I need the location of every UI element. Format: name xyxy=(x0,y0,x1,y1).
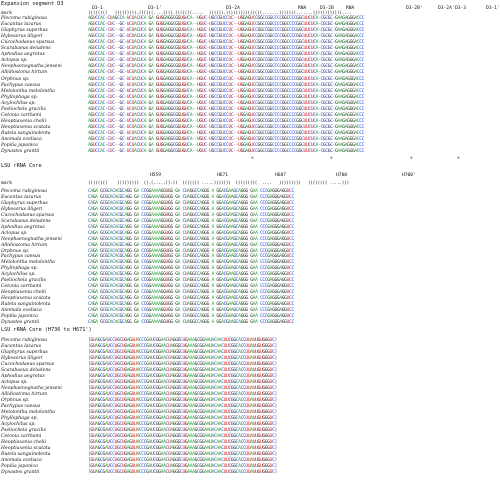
sequence: [GUAGCGAUCCUGCUGAGUUACCCGAUCGGAACUAGGGCUGAAAGCGGAAUACAACUUCGGCACCUUAUUGUGGGUC] xyxy=(88,368,277,373)
taxon-name: Phyllophaga sp. xyxy=(1,94,38,100)
alignment-row xyxy=(0,320,500,326)
sequence: CAGA GCGCACACGCAGG GA CCGGAAAAGGUGG GA CUAGGCCAGGG A GGACGAAGCAGGG GAA CCCGAGGGAGGUCC xyxy=(88,200,294,206)
sequence: CAGA GCGCACACGCAGG GA CCGGAAAAGGUGG GA CUAGGCCAGGG A GGACGAAGCAGGG GAA CCCGAGGGAGGUCC xyxy=(88,290,294,296)
sequence: CAGA GCGCACACGCAGG GA CCGGAAAAGGUGG GA CUAGGCCAGGG A GGACGAAGCAGGG GAA CCCGAGGGAGGUCC xyxy=(88,284,294,290)
sequence: [GUAGCGAUCCUGCUGAGUUACCCGAUCGGAACUAGGGCUGAAAGCGGAAUACAACUUCGGCACCUUAUUGUGGGUC] xyxy=(88,404,277,409)
region-label: D3-2B xyxy=(320,6,334,11)
region-label: RNA xyxy=(346,6,355,11)
sequence: AGUCCAC-CUC--GC-UCUACUCA GA GUGGAGGCGGUGUCA--UGUC-UGCCGUCCUC--UGGAGUCCGGCCGGCCCCGGCCCCGGCUUCUCA-CGCGC-GAAGAGGGACCC xyxy=(88,46,365,52)
taxon-name: Hybosorus illigeri xyxy=(1,356,43,361)
taxon-name: Dynastes grantii xyxy=(1,470,40,475)
sequence: CAGA GCGCACACGCAGG GA CCGGAAAAGGUGG GA CUAGGCCAGGG A GGACGAAGCAGGG GAA CCCGAGGGAGGUCC xyxy=(88,206,294,212)
sequence: [GUAGCGAUCCUGCUGAGUUACCCGAUCGGAACUAGGGCUGAAAGCGGAAUACAACUUCGGCACCUUAUUGUGGGUC] xyxy=(88,428,277,433)
taxon-name: Rutela sanguinolenta xyxy=(1,302,51,308)
taxon-name: Allidiostoma hirtum xyxy=(1,242,48,248)
sequence: [GUAGCGAUCCUGCUGAGUUACCCGAUCGGAACUAGGGCUGAAAGCGGAAUACAACUUCGGCACCUUAUUGUGGGUC] xyxy=(88,452,277,457)
taxon-name: Eucantus lazarus xyxy=(1,22,42,28)
taxon-name: Aclopus sp. xyxy=(1,58,28,64)
sequence: AGUCCAC-CUC--GC-UCUACUCA GA GUGGAGGCGGUGUCA--UGUC-UGCCGUCCUC--UGGAGUCCGGCCGGCCCCGGCCCCGGCUUCUCA-CGCGC-GAAGAGGGACCC xyxy=(88,88,365,94)
sequence: AGUCCAC-CUC--GC-UCUACUCA GA GUGGAGGCGGUGUCA--UGUC-UGCCGUCCUC--UGGAGUCCGGCCGGCCCCGGCCCCGGCUUCUCA-CGCGC-GAAGAGGGACCC xyxy=(88,100,365,106)
taxon-name: Heoptiaxenia scutata xyxy=(1,124,51,130)
sequence: CAGA GCGCACACGCAGG GA CCGGAAAAGGUGG GA CUAGGCCAGGG A GGACGAAGCAGGG GAA CCCGAGGGAGGUCC xyxy=(88,319,294,325)
mark-label: mark xyxy=(1,181,13,186)
taxon-name: Pseliochela gracilis xyxy=(1,106,46,112)
taxon-name: Phyllophaga sp. xyxy=(1,266,38,272)
taxon-name: Glaphyrus superbus xyxy=(1,200,48,206)
taxon-name: Plecoma rubiginosa xyxy=(1,189,47,194)
taxon-name: Cucochodaeus sparsus xyxy=(1,212,55,218)
footnote-mark: x xyxy=(251,156,254,162)
taxon-name: Scarabaeus deludens xyxy=(1,368,51,373)
sequence: CAGA GCGCACACGCAGG GA CCGGAAAAGGUGG GA CUAGGCCAGGG A GGACGAAGCAGGG GAA CCCGAGGGAGGUCC xyxy=(88,212,294,218)
sequence: [GUAGCGAUCCUGCUGAGUUACCCGAUCGGAACUAGGGCUGAAAGCGGAAUACAACUUCGGCACCUUAUUGUGGGUC] xyxy=(88,464,277,469)
taxon-name: Hybosorus illigeri xyxy=(1,206,43,212)
region-label: D3-2B' xyxy=(406,6,423,11)
taxon-name: Rutela sanguinolenta xyxy=(1,130,51,136)
taxon-name: Cetonia carthami xyxy=(1,434,42,439)
sequence: AGUCCAC-CUC--GC-UCUACUCA GA GUGGAGGCGGUGUCA--UGUC-UGCCGUCCUC--UGGAGUCCGGCCGGCCCCGGCCCCGGCUUCUCA-CGCGC-GAAGAGGGACCC xyxy=(88,149,365,155)
taxon-name: Neophaenognatha jenseni xyxy=(1,64,62,70)
sequence: [GUAGCGAUCCUGCUGAGUUACCCGAUCGGAACUAGGGCUGAAAGCGGAAUACAACUUCGGCACCUUAUUGUGGGUC] xyxy=(88,434,277,439)
taxon-name: Scarabaeus deludens xyxy=(1,218,51,224)
taxon-name: Heoptiaxenia scutata xyxy=(1,296,51,302)
sequence: AGUCCAC-CUC--GC-UCUACUCA GA GUGGAGGCGGUGUCA--UGUC-UGCCGUCCUC--UGGAGUCCGGCCGGCCCCGGCCCCGGCUUCUCA-CGCGC-GAAGAGGGACCC xyxy=(88,76,365,82)
taxon-name: Neophaenognatha jenseni xyxy=(1,386,62,391)
sequence: AGUCCAC-CUC--GC-UCUACUCA GA GUGGAGGCGGUGUCA--UGUC-UGCCGUCCUC--UGGAGUCCGGCCGGCCCCGGCCCCGGCUUCUCA-CGCGC-GAAGAGGGACCC xyxy=(88,118,365,124)
sequence: CAGA GCGCACACGCAGG GA CCGGAAAAGGUGG GA CUAGGCCAGGG A GGACGAAGCAGGG GAA CCCGAGGGAGGUCC xyxy=(88,230,294,236)
sequence: [GUAGCGAUCCUGCUGAGUUACCCGAUCGGAACUAGGGCUGAAAGCGGAAUACAACUUCGGCACCUUAUUGUGGGUC] xyxy=(88,380,277,385)
sequence: [GUAGCGAUCCUGCUGAGUUACCCGAUCGGAACUAGGGCUGAAAGCGGAAUACAACUUCGGCACCUUAUUGUGGGUC] xyxy=(88,386,277,391)
sequence: [GUAGCGAUCCUGCUGAGUUACCCGAUCGGAACUAGGGCUGAAAGCGGAAUACAACUUCGGCACCUUAUUGUGGGUC] xyxy=(88,398,277,403)
mark-label: mark xyxy=(1,11,13,16)
taxon-name: Scarabaeus deludens xyxy=(1,46,51,52)
sequence: AGUCCAC-CUC--GC-UCUACUCA GA GUGGAGGCGGUGUCA--UGUC-UGCCGUCCUC--UGGAGUCCGGCCGGCCCCGGCCCCGGCUUCUCA-CGCGC-GAAGAGGGACCC xyxy=(88,143,365,149)
taxon-name: Anomala oceliaca xyxy=(1,137,42,142)
sequence: AGUCCAC-CUC--GC-UCUACUCA GA GUGGAGGCGGUGUCA--UGUC-UGCCGUCCUC--UGGAGUCCGGCCGGCCCCGGCCCCGGCUUCUCA-CGCGC-GAAGAGGGACCC xyxy=(88,28,365,34)
panel-title: LSU rRNA Core xyxy=(1,163,42,169)
sequence: AGUCCAC-CUC--GC-UCUACUCA GA GUGGAGGCGGUGUCA--UGUC-UGCCGUCCUC--UGGAGUCCGGCCGGCCCCGGCCCCGGCUUCUCA-CGCGC-GAAGAGGGACCC xyxy=(88,124,365,130)
sequence: AGUCCAC-CUC--GC-UCUACUCA GA GUGGAGGCGGUGUCA--UGUC-UGCCGUCCUC--UGGAGUCCGGCCGGCCCCGGCCCCGGCUUCUCA-CGCGC-GAAGAGGGACCC xyxy=(88,82,365,88)
taxon-name: Cetonia carthami xyxy=(1,112,42,118)
sequence: AGUCCAC-CUC--GC-UCUACUCA GA GUGGAGGCGGUGUCA--UGUC-UGCCGUCCUC--UGGAGUCCGGCCGGCCCCGGCCCCGGCUUCUCA-CGCGC-GAAGAGGGACCC xyxy=(88,52,365,58)
taxon-name: Orphnus sp. xyxy=(1,398,30,403)
taxon-name: Aphodius aegrotus xyxy=(1,224,45,230)
sequence: [GUAGCGAUCCUGCUGAGUUACCCGAUCGGAACUAGGGCUGAAAGCGGAAUACAACUUCGGCACCUUAUUGUGGGUC] xyxy=(88,470,277,475)
taxon-name: Melolontha melolontha xyxy=(1,260,55,266)
sequence: AGUCCAC-CUC--GC-UCUACUCA GA GUGGAGGCGGUGUCA--UGUC-UGCCGUCCUC--UGGAGUCCGGCCGGCCCCGGCCCCGGCUUCUCA-CGCGC-GAAGAGGGACCC xyxy=(88,64,365,70)
secondary-structure-mark: (((((((( ))))))))).((((((....((((.(((((((..... )))))).)))))))))((((((.......))))))).......)))))))))))).... xyxy=(88,11,352,16)
taxon-name: Aclopus sp. xyxy=(1,230,28,236)
taxon-name: Cucochodaeus sparsus xyxy=(1,40,55,46)
sequence: CAGA GCGCACACGCAGG GA CCGGAAAAGGUGG GA CUAGGCCAGGG A GGACGAAGCAGGG GAA CCCGAGGGAGGUCC xyxy=(88,296,294,302)
taxon-name: Pachypus caesus xyxy=(1,404,41,409)
sequence: [GUAGCGAUCCUGCUGAGUUACCCGAUCGGAACUAGGGCUGAAAGCGGAAUACAACUUCGGCACCUUAUUGUGGGUC] xyxy=(88,362,277,367)
region-label: H700 xyxy=(336,173,348,178)
region-label: D3-3 xyxy=(455,6,467,11)
taxon-name: Melolontha melolontha xyxy=(1,88,55,94)
taxon-name: Popilia japonica xyxy=(1,464,38,469)
taxon-name: Pachypus caesus xyxy=(1,254,41,260)
taxon-name: Neophaenognatha jenseni xyxy=(1,236,62,242)
sequence: AGUCCAC-CUC--GC-UCUACUCA GA GUGGAGGCGGUGUCA--UGUC-UGCCGUCCUC--UGGAGUCCGGCCGGCCCCGGCCCCGGCUUCUCA-CGCGC-GAAGAGGGACCC xyxy=(88,58,365,64)
taxon-name: Aphodius aegrotus xyxy=(1,52,45,58)
sequence: [GUAGCGAUCCUGCUGAGUUACCCGAUCGGAACUAGGGCUGAAAGCGGAAUACAACUUCGGCACCUUAUUGUGGGUC] xyxy=(88,422,277,427)
sequence: [GUAGCGAUCCUGCUGAGUUACCCGAUCGGAACUAGGGCUGAAAGCGGAAUACAACUUCGGCACCUUAUUGUGGGUC] xyxy=(88,416,277,421)
footnote-mark: x xyxy=(410,156,413,162)
taxon-name: Eucantus lazarus xyxy=(1,344,42,349)
taxon-name: Melolontha melolontha xyxy=(1,410,55,415)
taxon-name: Acylochilus sp. xyxy=(1,272,36,278)
sequence: [GUAGCGAUCCUGCUGAGUUACCCGAUCGGAACUAGGGCUGAAAGCGGAAUACAACUUCGGCACCUUAUUGUGGGUC] xyxy=(88,374,277,379)
taxon-name: Phyllophaga sp. xyxy=(1,416,38,421)
taxon-name: Allidiostoma hirtum xyxy=(1,70,48,76)
taxon-name: Glaphyrus superbus xyxy=(1,350,48,355)
taxon-name: Popilia japonica xyxy=(1,143,38,149)
sequence: AGUCCAC-CUC--GC-UCUACUCA GA GUGGAGGCGGUGUCA--UGUC-UGCCGUCCUC--UGGAGUCCGGCCGGCCCCGGCCCCGGCUUCUCA-CGCGC-GAAGAGGGACCC xyxy=(88,130,365,136)
taxon-name: Orphnus sp. xyxy=(1,248,30,254)
footnote-mark: x xyxy=(330,156,333,162)
sequence: [GUAGCGAUCCUGCUGAGUUACCCGAUCGGAACUAGGGCUGAAAGCGGAAUACAACUUCGGCACCUUAUUGUGGGUC] xyxy=(88,458,277,463)
taxon-name: Orphnus sp. xyxy=(1,76,30,82)
taxon-name: Cucochodaeus sparsus xyxy=(1,362,55,367)
panel-title: Expansion segment D3 xyxy=(1,1,64,7)
region-label: D3-1 xyxy=(92,6,104,11)
sequence: CAGA GCGCACACGCAGG GA CCGGAAAAGGUGG GA CUAGGCCAGGG A GGACGAAGCAGGG GAA CCCGAGGGAGGUCC xyxy=(88,313,294,319)
secondary-structure-mark: (((((((( ))))))))) ((.(.....)).)) ((((((( .....))))))) ((((((((( .... ))))))))) (((((((( .....))) xyxy=(88,181,349,186)
sequence: AGUCCAC-CUC--GC-UCUACUCA GA GUGGAGGCGGUGUCA--UGUC-UGCCGUCCUC--UGGAGUCCGGCCGGCCCCGGCCCCGGCUUCUCA-CGCGC-GAAGAGGGACCC xyxy=(88,106,365,112)
taxon-name: Heoptiaxenia chelii xyxy=(1,440,47,445)
region-label: D3-1' xyxy=(148,6,162,11)
taxon-name: Cetonia carthami xyxy=(1,284,42,290)
taxon-name: Acylochilus sp. xyxy=(1,100,36,106)
footnote-mark: x xyxy=(457,156,460,162)
sequence: [GUAGCGAUCCUGCUGAGUUACCCGAUCGGAACUAGGGCUGAAAGCGGAAUACAACUUCGGCACCUUAUUGUGGGUC] xyxy=(88,440,277,445)
taxon-name: Dynastes grantii xyxy=(1,319,40,325)
sequence: AGUCCAC-CUC--GC-UCUACUCA GA GUGGAGGCGGUGUCA--UGUC-UGCCGUCCUC--UGGAGUCCGGCCGGCCCCGGCCCCGGCUUCUCA-CGCGC-GAAGAGGGACCC xyxy=(88,112,365,118)
region-label: RNA xyxy=(298,6,307,11)
sequence: AGUCCAC-CUC--GC-UCUACUCA GA GUGGAGGCGGUGUCA--UGUC-UGCCGUCCUC--UGGAGUCCGGCCGGCCCCGGCCCCGGCUUCUCA-CGCGC-GAAGAGGGACCC xyxy=(88,34,365,40)
sequence: AGUCCAC-CUC--GC-UCUACUCA GA GUGGAGGCGGUGUCA--UGUC-UGCCGUCCUC--UGGAGUCCGGCCGGCCCCGGCCCCGGCUUCUCA-CGCGC-GAAGAGGGACCC xyxy=(88,70,365,76)
alignment-row xyxy=(0,149,500,155)
taxon-name: Dynastes grantii xyxy=(1,149,40,155)
sequence: CAGA GCGCACACGCAGG GA CCGGAAAAGGUGG GA CUAGGCCAGGG A GGACGAAGCAGGG GAA CCCGAGGGAGGUCC xyxy=(88,260,294,266)
taxon-name: Anomala oceliaca xyxy=(1,458,42,463)
mark-row xyxy=(0,181,500,187)
taxon-name: Heoptiaxenia chelii xyxy=(1,118,47,124)
sequence: AGUCCAC-CUC--GC-UCUACUCA GA GUGGAGGCGGUGUCA--UGUC-UGCCGUCCUC--UGGAGUCCGGCCGGCCCCGGCCCCGGCUUCUCA-CGCGC-GAAGAGGGACCC xyxy=(88,40,365,46)
sequence: [GUAGCGAUCCUGCUGAGUUACCCGAUCGGAACUAGGGCUGAAAGCGGAAUACAACUUCGGCACCUUAUUGUGGGUC] xyxy=(88,410,277,415)
taxon-name: Allidiostoma hirtum xyxy=(1,392,48,397)
sequence: [GUAGCGAUCCUGCUGAGUUACCCGAUCGGAACUAGGGCUGAAAGCGGAAUACAACUUCGGCACCUUAUUGUGGGUC] xyxy=(88,338,277,343)
sequence: CAGA GCGCACACGCAGG GA CCGGAAAAGGUGG GA CUAGGCCAGGG A GGACGAAGCAGGG GAA CCCGAGGGAGGUCC xyxy=(88,194,294,200)
taxon-name: Anomala oceliaca xyxy=(1,308,42,313)
sequence: [GUAGCGAUCCUGCUGAGUUACCCGAUCGGAACUAGGGCUGAAAGCGGAAUACAACUUCGGCACCUUAUUGUGGGUC] xyxy=(88,392,277,397)
sequence: CAGA GCGCACACGCAGG GA CCGGAAAAGGUGG GA CUAGGCCAGGG A GGACGAAGCAGGG GAA CCCGAGGGAGGUCC xyxy=(88,248,294,254)
alignment-row xyxy=(0,470,500,476)
region-label: H687 xyxy=(275,173,287,178)
sequence: CAGA GCGCACACGCAGG GA CCGGAAAAGGUGG GA CUAGGCCAGGG A GGACGAAGCAGGG GAA CCCGAGGGAGGUCC xyxy=(88,218,294,224)
taxon-name: Popilia japonica xyxy=(1,313,38,319)
taxon-name: Pseliochela gracilis xyxy=(1,278,46,284)
sequence: CAGA GCGCACACGCAGG GA CCGGAAAAGGUGG GA CUAGGCCAGGG A GGACGAAGCAGGG GAA CCCGAGGGAGGUCC xyxy=(88,254,294,260)
sequence: CAGA GCGCACACGCAGG GA CCGGAAAAGGUGG GA CUAGGCCAGGG A GGACGAAGCAGGG GAA CCCGAGGGAGGUCC xyxy=(88,308,294,313)
taxon-name: Rutela sanguinolenta xyxy=(1,452,51,457)
region-label: D3-2A xyxy=(226,6,240,11)
region-label: H559 xyxy=(150,173,162,178)
taxon-name: Heoptiaxenia chelii xyxy=(1,290,47,296)
sequence: CAGA GCGCACACGCAGG GA CCGGAAAAGGUGG GA CUAGGCCAGGG A GGACGAAGCAGGG GAA CCCGAGGGAGGUCC xyxy=(88,272,294,278)
sequence: CAGA GCGCACACGCAGG GA CCGGAAAAGGUGG GA CUAGGCCAGGG A GGACGAAGCAGGG GAA CCCGAGGGAGGUCC xyxy=(88,278,294,284)
taxon-name: Heoptiaxenia scutata xyxy=(1,446,51,451)
taxon-name: Aphodius aegrotus xyxy=(1,374,45,379)
taxon-name: Acylochilus sp. xyxy=(1,422,36,427)
region-label: D3-1' xyxy=(486,6,500,11)
taxon-name: Glaphyrus superbus xyxy=(1,28,48,34)
taxon-name: Pseliochela gracilis xyxy=(1,428,46,433)
taxon-name: Plecoma rubiginosa xyxy=(1,16,47,21)
panel-title: LSU rRNA Core (H736 to H671') xyxy=(1,327,92,333)
sequence: CAGA GCGCACACGCAGG GA CCGGAAAAGGUGG GA CUAGGCCAGGG A GGACGAAGCAGGG GAA CCCGAGGGAGGUCC xyxy=(88,224,294,230)
sequence: AGUCCAC-CUC--GC-UCUACUCA GA GUGGAGGCGGUGUCA--UGUC-UGCCGUCCUC--UGGAGUCCGGCCGGCCCCGGCCCCGGCUUCUCA-CGCGC-GAAGAGGGACCC xyxy=(88,137,365,142)
region-label: D3-2A' xyxy=(438,6,455,11)
taxon-name: Eucantus lazarus xyxy=(1,194,42,200)
taxon-name: Plecoma rubiginosa xyxy=(1,338,47,343)
taxon-name: Hybosorus illigeri xyxy=(1,34,43,40)
sequence: AGUCCAC-CUC--GC-UCUACUCA GA GUGGAGGCGGUGUCA--UGUC-UGCCGUCCUC--UGGAGUCCGGCCGGCCCCGGCCCCGGCUUCUCA-CGCGC-GAAGAGGGACCC xyxy=(88,94,365,100)
sequence: CAGA GCGCACACGCAGG GA CCGGAAAAGGUGG GA CUAGGCCAGGG A GGACGAAGCAGGG GAA CCCGAGGGAGGUCC xyxy=(88,242,294,248)
sequence: [GUAGCGAUCCUGCUGAGUUACCCGAUCGGAACUAGGGCUGAAAGCGGAAUACAACUUCGGCACCUUAUUGUGGGUC] xyxy=(88,350,277,355)
region-label: H671 xyxy=(217,173,229,178)
sequence: CAGA GCGCACACGCAGG GA CCGGAAAAGGUGG GA CUAGGCCAGGG A GGACGAAGCAGGG GAA CCCGAGGGAGGUCC xyxy=(88,236,294,242)
sequence: CAGA GCGCACACGCAGG GA CCGGAAAAGGUGG GA CUAGGCCAGGG A GGACGAAGCAGGG GAA CCCGAGGGAGGUCC xyxy=(88,189,294,194)
sequence: AGUCCAC-CUC--GC-UCUACUCA GA GUGGAGGCGGUGUCA--UGUC-UGCCGUCCUC--UGGAGUCCGGCCGGCCCCGGCCCCGGCUUCUCA-CGCGC-GAAGAGGGACCC xyxy=(88,22,365,28)
sequence: CAGA GCGCACACGCAGG GA CCGGAAAAGGUGG GA CUAGGCCAGGG A GGACGAAGCAGGG GAA CCCGAGGGAGGUCC xyxy=(88,266,294,272)
sequence: [GUAGCGAUCCUGCUGAGUUACCCGAUCGGAACUAGGGCUGAAAGCGGAAUACAACUUCGGCACCUUAUUGUGGGUC] xyxy=(88,356,277,361)
sequence: [GUAGCGAUCCUGCUGAGUUACCCGAUCGGAACUAGGGCUGAAAGCGGAAUACAACUUCGGCACCUUAUUGUGGGUC] xyxy=(88,344,277,349)
sequence: AGUCCAC-CUAGCCA-UCUACUCA GA GUGGAGGCGGUGUCA--UGUC-UGCCGUCCUC--UGGAGUCCGGCCGGCCCCGGCCCCGGCUUCUCA-CGCGC-GAAGAGGGACCC xyxy=(88,16,365,21)
sequence: CAGA GCGCACACGCAGG GA CCGGAAAAGGUGG GA CUAGGCCAGGG A GGACGAAGCAGGG GAA CCCGAGGGAGGUCC xyxy=(88,302,294,308)
sequence: [GUAGCGAUCCUGCUGAGUUACCCGAUCGGAACUAGGGCUGAAAGCGGAAUACAACUUCGGCACCUUAUUGUGGGUC] xyxy=(88,446,277,451)
taxon-name: Aclopus sp. xyxy=(1,380,28,385)
region-label: H700' xyxy=(402,173,416,178)
taxon-name: Pachypus caesus xyxy=(1,82,41,88)
